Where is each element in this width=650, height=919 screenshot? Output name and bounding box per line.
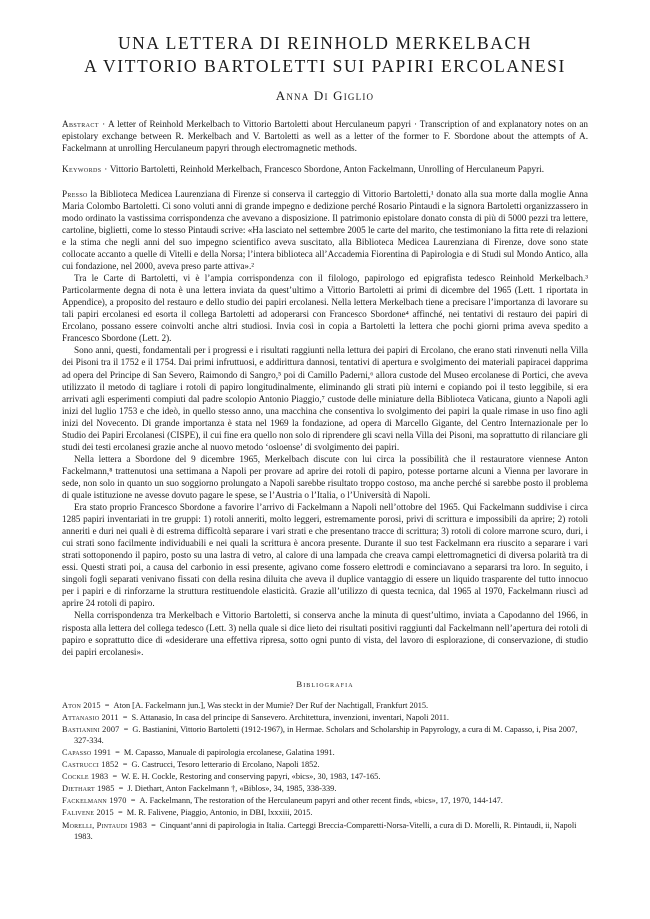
abstract-label: Abstract ·: [62, 119, 106, 129]
bib-text: S. Attanasio, In casa del principe di Sansevero. Architettura, invenzioni, inventari, Napoli 2011.: [131, 712, 449, 722]
bibliography-entry: Diethart 1985 = J. Diethart, Anton Fackelmann †, «Biblos», 34, 1985, 338-339.: [62, 784, 337, 794]
abstract-text: A letter of Reinhold Merkelbach to Vittorio Bartoletti about Herculaneum papyri · Transcription of and explanatory notes on an epistolary exchange between R. Merkelbach and V. Bartoletti as well as a letter of the former to F. Sbordone about the attempts of A. Fackelmann at unrolling Herculaneum papyri through electromagnetic methods.: [62, 119, 589, 154]
bib-text: W. E. H. Cockle, Restoring and conserving papyri, «bics», 30, 1983, 147-165.: [121, 772, 381, 782]
article-body: [62, 188, 588, 658]
bibliography-list: [62, 700, 588, 842]
paragraph-3: Sono anni, questi, fondamentali per i progressi e i risultati raggiunti nella lettura dei papiri di Ercolano, che erano stati rinvenuti nella Villa dei Pisoni tra il 1752 e il 1754. Dai primi infruttuosi, e addirittura dannosi, tentativi di apertura e svolgimento dei materiali papiracei dapprima ad opera del Principe di San Severo, Raimondo di Sangro,⁵ poi di Camillo Paderni,⁶ allora custode del Museo ercolanese di Portici, che aveva utilizzato il metodo di tagliare i rotoli di papiro longitudinalmente, eliminando gli strati più interni e copiando poi il testo leggibile, si era arrivati agli esperimenti compiuti dal padre scolopio Antonio Piaggio,⁷ custode delle miniature della Biblioteca Vaticana, giunto a Napoli agli inizi del luglio 1753 e che ideò, in quello stesso anno, una macchina che consentiva lo svolgimento dei papiri la quale rimase in uso fino agli inizi del Novecento. Di grande importanza è stata nel 1969 la fondazione, ad opera di Marcello Gigante, del Centro Internazionale per lo Studio dei Papiri Ercolanesi (CISPE), il cui fine era quello non solo di riprendere gli scavi nella Villa dei Pisoni, ma soprattutto di rilanciare gli studi dei testi ercolanesi grazie anche al nuovo metodo ‘osloense’ di svolgimento dei papiri.: [62, 345, 588, 452]
keywords-text: Vittorio Bartoletti, Reinhold Merkelbach, Francesco Sbordone, Anton Fackelmann, Unrolling of Herculaneum Papyri.: [109, 163, 545, 174]
bib-text: G. Castrucci, Tesoro letterario di Ercolano, Napoli 1852.: [131, 760, 320, 770]
bib-text: M. R. Falivene, Piaggio, Antonio, in DBI, lxxxiii, 2015.: [126, 808, 313, 818]
paragraph-6: Nella corrispondenza tra Merkelbach e Vittorio Bartoletti, si conserva anche la minuta di quest’ultimo, inviata a Capodanno del 1966, in risposta alla lettera del collega tedesco (Lett. 3) nella quale si dice lieto dei risultati positivi raggiunti dal Fackelmann nell’apertura dei rotoli di papiro e soprattutto dice di «desiderare una effettiva ripresa, sotto ogni punto di vista, del lavoro di esplorazione, di conservazione, di studio dei papiri ercolanesi».: [62, 610, 588, 657]
keywords: [62, 163, 588, 175]
bibliography-entry: Falivene 2015 = M. R. Falivene, Piaggio, Antonio, in DBI, lxxxiii, 2015.: [62, 808, 313, 818]
bib-key: Aton 2015: [62, 700, 101, 710]
bib-key: Diethart 1985: [62, 784, 115, 794]
bib-key: Fackelmann 1970: [62, 796, 127, 806]
bib-key: Castrucci 1852: [62, 760, 119, 770]
bib-text: Aton [A. Fackelmann jun.], Was steckt in der Mumie? Der Ruf der Nachtigall, Frankfurt 2015.: [113, 700, 429, 710]
bib-key: Bastianini 2007: [62, 724, 120, 734]
paragraph-5: Era stato proprio Francesco Sbordone a favorire l’arrivo di Fackelmann a Napoli nell’ottobre del 1965. Qui Fackelmann suddivise i circa 1285 papiri inventariati in tre gruppi: 1) rotoli anneriti, molto leggeri, estremamente porosi, privi di scrittura e impossibili da aprire; 2) rotoli anneriti e duri nei quali è di estrema difficoltà separare i vari strati e che presentano tracce di scrittura; 3) rotoli di colore marrone scuro, duri, i cui strati sono facilmente individuabili e nei quali la scrittura è ancora presente. Durante il suo test Fackelmann era riuscito a separare i vari strati sottoponendo il papiro, posto su una lastra di vetro, al calore di una lampada che creava campi elettromagnetici di diversa polarità tra di essi. Questi strati poi, a causa del carbonio in essi presente, agivano come fossero elettrodi e cominciavano a separarsi tra loro. In seguito, i singoli fogli separati venivano fissati con della resina diluita che aveva il duplice vantaggio di essere un liquido trasparente del tutto innocuo per i papiri e di rinforzarne la struttura restituendole elasticità. Grazie all’utilizzo di questa tecnica, dal 1965 al 1970, Fackelmann riuscì ad aprire 24 rotoli di papiro.: [62, 502, 588, 609]
title-line-2: A VITTORIO BARTOLETTI SUI PAPIRI ERCOLANESI: [84, 56, 566, 76]
bib-text: G. Bastianini, Vittorio Bartoletti (1912-1967), in Hermae. Scholars and Scholarship in Papyrology, a cura di M. Capasso, i, Pisa 2007, 327-334.: [74, 724, 578, 745]
bibliography-entry: Capasso 1991 = M. Capasso, Manuale di papirologia ercolanese, Galatina 1991.: [62, 748, 335, 758]
paragraph-4: Nella lettera a Sbordone del 9 dicembre 1965, Merkelbach discute con lui circa la possibilità che il restauratore viennese Anton Fackelmann,⁸ trattenutosi una settimana a Napoli per provare ad aprire dei rotoli di papiro, potesse portarne alcuni a Vienna per lavorare in sede, non solo in quanto un suo soggiorno prolungato a Napoli sarebbe risultato troppo costoso, ma anche perché si sarebbe posto il problema di quale istituzione ne avesse dovuto pagare le spese, se l’Austria o l’Italia, o l’Università di Napoli.: [62, 453, 588, 500]
title-line-1: UNA LETTERA DI REINHOLD MERKELBACH: [117, 33, 533, 53]
bibliography-heading: Bibliografia: [296, 678, 354, 689]
keywords-label: Keywords ·: [62, 163, 108, 174]
paragraph-2: Tra le Carte di Bartoletti, vi è l’ampia corrispondenza con il filologo, papirologo ed epigrafista tedesco Reinhold Merkelbach.³ Particolarmente degna di nota è una lettera inviata da quest’ultimo a Vittorio Bartoletti ai primi di dicembre del 1965 (Lett. 1 riportata in Appendice), a proposito del restauro e dello studio dei papiri ercolanesi. Nella lettera Merkelbach tiene a precisare l’importanza di lavorare su tali papiri ercolanesi ed esorta il collega Bartoletti ad adoperarsi con Francesco Sbordone⁴ affinché, nei tentativi di restauro dei papiri di Ercolano, possano essere coinvolti anche altri studiosi. Invia così in copia a Bartoletti la lettera che pochi giorni prima aveva spedito a Francesco Sbordone (Lett. 2).: [62, 273, 588, 344]
paragraph-1-text: la Biblioteca Medicea Laurenziana di Firenze si conserva il carteggio di Vittorio Bartoletti,¹ donato alla sua morte dalla moglie Anna Maria Colombo Bartoletti. Ci sono voluti anni di grande impegno e dedizione perché Rosario Pintaudi e la signora Bartoletti organizzassero in modo ordinato la vastissima corrispondenza che avevano a disposizione. Il patrimonio epistolare donato consta di più di 5000 pezzi tra lettere, cartoline, biglietti, come lo stesso Pintaudi scrive: «Ha lasciato nel settembre 2005 le carte del marito, che testimoniano la fitta rete di relazioni e la stima che negli anni del suo impegno scientifico aveva suscitato, alla Biblioteca Medicea Laurenziana di Firenze, dove sono state collocate accanto a quelle di Vitelli e della Norsa; l’intera biblioteca all’Accademia Fiorentina di Papirologia e di Studi sul Mondo Antico, alla cui fondazione, nel 2000, aveva preso parte attiva».²: [62, 188, 588, 272]
bib-text: J. Diethart, Anton Fackelmann †, «Biblos», 34, 1985, 338-339.: [127, 784, 337, 794]
bib-key: Morelli, Pintaudi 1983: [62, 820, 148, 830]
bibliography-entry: Fackelmann 1970 = A. Fackelmann, The restoration of the Herculaneum papyri and other recent finds, «bics», 17, 1970, 144-147.: [62, 796, 503, 806]
bib-key: Attanasio 2011: [62, 712, 119, 722]
bibliography-entry: Aton 2015 = Aton [A. Fackelmann jun.], Was steckt in der Mumie? Der Ruf der Nachtigall, Frankfurt 2015.: [62, 700, 429, 710]
article-title: [62, 32, 588, 78]
abstract: [62, 118, 588, 155]
bib-text: Cinquant’anni di papirologia in Italia. Carteggi Breccia-Comparetti-Norsa-Vitelli, a cura di D. Morelli, R. Pintaudi, ii, Napoli 1983.: [74, 820, 577, 841]
author-name: Anna Di Giglio: [275, 88, 375, 103]
bibliography-entry: Morelli, Pintaudi 1983 = Cinquant’anni di papirologia in Italia. Carteggi Breccia-Comparetti-Norsa-Vitelli, a cura di D. Morelli, R. Pintaudi, ii, Napoli 1983.: [62, 820, 577, 841]
bibliography-entry: Bastianini 2007 = G. Bastianini, Vittorio Bartoletti (1912-1967), in Hermae. Scholars and Scholarship in Papyrology, a cura di M. Capasso, i, Pisa 2007, 327-334.: [62, 724, 578, 745]
bib-key: Falivene 2015: [62, 808, 114, 818]
bibliography-entry: Attanasio 2011 = S. Attanasio, In casa del principe di Sansevero. Architettura, invenzioni, inventari, Napoli 2011.: [62, 712, 449, 722]
paragraph-1-lead: Presso: [62, 188, 88, 199]
article-page: [62, 32, 588, 843]
bib-key: Cockle 1983: [62, 772, 109, 782]
bib-key: Capasso 1991: [62, 748, 112, 758]
bib-text: M. Capasso, Manuale di papirologia ercolanese, Galatina 1991.: [123, 748, 335, 758]
paragraph-1: [62, 188, 588, 272]
bibliography-entry: Cockle 1983 = W. E. H. Cockle, Restoring and conserving papyri, «bics», 30, 1983, 147-165.: [62, 772, 381, 782]
bib-text: A. Fackelmann, The restoration of the Herculaneum papyri and other recent finds, «bics», 17, 1970, 144-147.: [139, 796, 503, 806]
bibliography-entry: Castrucci 1852 = G. Castrucci, Tesoro letterario di Ercolano, Napoli 1852.: [62, 760, 320, 770]
